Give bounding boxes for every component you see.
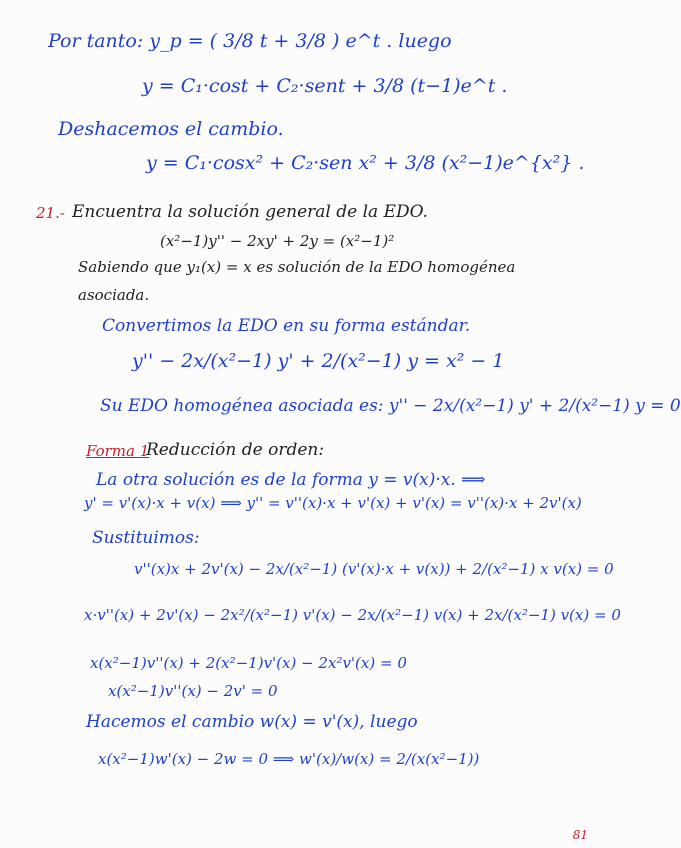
line-general-solution-x: y = C₁·cosx² + C₂·sen x² + 3/8 (x²−1)e^{x²} . bbox=[146, 152, 585, 174]
line-substitution-2: x·v''(x) + 2v'(x) − 2x²/(x²−1) v'(x) − 2x/(x²−1) v(x) + 2x/(x²−1) v(x) = 0 bbox=[84, 606, 621, 624]
method-title: Reducción de orden: bbox=[146, 440, 325, 460]
line-substitute: Sustituimos: bbox=[92, 528, 200, 548]
line-substitution-1: v''(x)x + 2v'(x) − 2x/(x²−1) (v'(x)·x + v(x)) + 2/(x²−1) x v(x) = 0 bbox=[134, 560, 614, 578]
line-standard-form: y'' − 2x/(x²−1) y' + 2/(x²−1) y = x² − 1 bbox=[132, 350, 505, 372]
line-homogeneous: Su EDO homogénea asociada es: y'' − 2x/(x²−1) y' + 2/(x²−1) y = 0 bbox=[100, 396, 681, 416]
line-undo-change: Deshacemos el cambio. bbox=[58, 118, 284, 140]
line-particular-solution: Por tanto: y_p = ( 3/8 t + 3/8 ) e^t . luego bbox=[48, 30, 452, 52]
line-general-solution-t: y = C₁·cost + C₂·sent + 3/8 (t−1)e^t . bbox=[142, 75, 508, 97]
method-label: Forma 1 bbox=[86, 442, 150, 460]
line-multiplied: x(x²−1)v''(x) + 2(x²−1)v'(x) − 2x²v'(x) = 0 bbox=[90, 654, 407, 672]
line-other-solution: La otra solución es de la forma y = v(x)·x. ⟹ bbox=[96, 470, 486, 490]
exercise-associated: asociada. bbox=[78, 286, 150, 304]
line-standard-form-intro: Convertimos la EDO en su forma estándar. bbox=[102, 316, 471, 336]
line-derivatives: y' = v'(x)·x + v(x) ⟹ y'' = v''(x)·x + v'(x) + v'(x) = v''(x)·x + 2v'(x) bbox=[84, 494, 582, 512]
exercise-statement: Encuentra la solución general de la EDO. bbox=[72, 202, 428, 222]
line-change-variable: Hacemos el cambio w(x) = v'(x), luego bbox=[86, 712, 418, 732]
exercise-knowing: Sabiendo que y₁(x) = x es solución de la EDO homogénea bbox=[78, 258, 516, 276]
exercise-equation: (x²−1)y'' − 2xy' + 2y = (x²−1)² bbox=[160, 232, 395, 250]
line-separated: x(x²−1)w'(x) − 2w = 0 ⟹ w'(x)/w(x) = 2/(x(x²−1)) bbox=[98, 750, 480, 768]
exercise-number: 21.- bbox=[36, 204, 65, 222]
page-number: 81 bbox=[572, 828, 588, 842]
line-simplified: x(x²−1)v''(x) − 2v' = 0 bbox=[108, 682, 278, 700]
